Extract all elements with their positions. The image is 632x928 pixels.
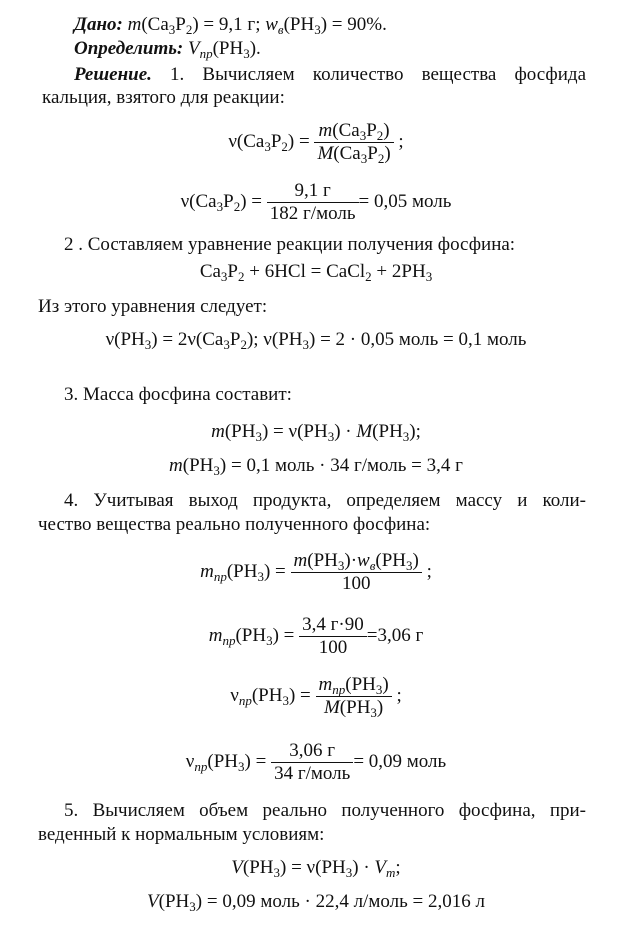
- formula-text: $m(PH_3) = \nu(PH_3) \cdot M(PH_3)$;: [211, 421, 421, 444]
- denominator: 34 г/моль: [274, 762, 351, 784]
- formula-text: $V(PH_3) = \nu(PH_3) \cdot V_m$;: [231, 857, 401, 880]
- fraction: [316, 674, 392, 719]
- result: =3,06 г: [366, 625, 424, 646]
- result: = 0,05 моль: [358, 191, 452, 212]
- formula-part: P: [175, 14, 186, 35]
- subscript: в: [277, 22, 284, 37]
- formula-mass-value: [0, 454, 632, 478]
- denominator: $M(Ca_3P_2)$: [317, 142, 391, 166]
- formula-part: (PH: [212, 38, 244, 59]
- formula-volume-definition: [0, 856, 632, 880]
- given-mass-value: ) = 9,1 г;: [192, 14, 266, 35]
- step1-line2: кальция, взятого для реакции:: [42, 87, 285, 108]
- fraction: [291, 550, 422, 595]
- formula-practical-moles-value: [0, 734, 632, 790]
- formula-text: $V(PH_3) = 0,09$ моль · 22,4 л/моль = 2,016 л: [147, 891, 485, 914]
- fraction: [299, 614, 367, 659]
- formula-practical-mass-value: [0, 608, 632, 664]
- formula-practical-mass: [0, 544, 632, 600]
- numerator: 3,4 г·90: [299, 614, 367, 637]
- subscript: 3: [243, 46, 250, 61]
- step5-line2: веденный к нормальным условиям:: [38, 824, 325, 845]
- formula-lhs: $\nu_{пр}(PH_3)$ =: [185, 751, 272, 774]
- step2-line1: 2 . Составляем уравнение реакции получения фосфина:: [64, 234, 516, 255]
- reaction-equation: [0, 260, 632, 284]
- formula-phosphine-moles: [0, 328, 632, 352]
- denominator: 100: [318, 636, 348, 658]
- formula-moles-value: [0, 176, 632, 228]
- volume-symbol: V: [188, 38, 200, 59]
- formula-lhs: $m_{пр}(PH_3)$ =: [208, 625, 300, 648]
- step2-line2: Из этого уравнения следует:: [38, 296, 268, 317]
- fraction: [267, 180, 359, 225]
- step1-line1: [74, 64, 586, 86]
- numerator: $m(PH_3)\cdot w_в(PH_3)$: [291, 550, 422, 573]
- formula-part: (PH: [283, 14, 315, 35]
- find-label: Определить:: [74, 38, 184, 59]
- formula-lhs: $m_{пр}(PH_3)$ =: [200, 561, 291, 584]
- denominator: $M(PH_3)$: [323, 696, 384, 720]
- formula-moles-definition: [0, 114, 632, 170]
- result: = 0,09 моль: [353, 751, 447, 772]
- formula-lhs: $\nu(Ca_3P_2)$ =: [228, 131, 315, 154]
- subscript: 3: [314, 22, 321, 37]
- numerator: 3,06 г: [271, 740, 353, 763]
- subscript: пр: [199, 46, 213, 61]
- formula-end: ;: [421, 561, 432, 582]
- formula-end: ;: [391, 685, 402, 706]
- given-line: [74, 14, 387, 36]
- given-yield-value: ) = 90%.: [320, 14, 387, 35]
- numerator: 9,1 г: [267, 180, 359, 203]
- numerator: $m_{пр}(PH_3)$: [316, 674, 392, 697]
- formula-mass-definition: [0, 420, 632, 444]
- reaction-text: $Ca_3P_2 + 6HCl$ = CaCl$_2$ + $2PH_3$: [199, 261, 433, 284]
- formula-part: ).: [249, 38, 261, 59]
- formula-lhs: $\nu(Ca_3P_2)$ =: [180, 191, 267, 214]
- formula-end: ;: [393, 131, 404, 152]
- given-label: Дано:: [74, 14, 123, 35]
- formula-text: $m(PH_3) = 0,1$ моль · 34 г/моль = 3,4 г: [169, 455, 463, 478]
- denominator: 100: [341, 572, 371, 594]
- formula-part: (Ca: [141, 14, 169, 35]
- numerator: $m(Ca_3P_2)$: [314, 120, 393, 143]
- formula-practical-moles: [0, 668, 632, 724]
- subscript: 2: [185, 22, 193, 37]
- fraction: [314, 120, 393, 165]
- yield-symbol: w: [265, 14, 278, 35]
- step4-line1: 4. Учитывая выход продукта, определяем массу и коли-: [64, 490, 586, 511]
- denominator: 182 г/моль: [269, 202, 356, 224]
- formula-text: $\nu(PH_3) = 2\nu(Ca_3P_2)$; $\nu(PH_3) = 2 \cdot 0,05$ моль = 0,1 моль: [105, 329, 527, 352]
- fraction: [271, 740, 353, 785]
- mass-symbol: m: [127, 14, 142, 35]
- subscript: 3: [168, 22, 176, 37]
- formula-lhs: $\nu_{пр}(PH_3)$ =: [230, 685, 316, 708]
- step3-line1: 3. Масса фосфина составит:: [64, 384, 292, 405]
- find-line: [74, 38, 261, 60]
- formula-volume-value: [0, 890, 632, 914]
- step5-line1: 5. Вычисляем объем реально полученного фосфина, при-: [64, 800, 586, 821]
- solution-label: Решение.: [74, 64, 152, 85]
- step1-text: 1. Вычисляем количество вещества фосфида: [170, 64, 586, 85]
- step4-line2: чество вещества реально полученного фосфина:: [38, 514, 431, 535]
